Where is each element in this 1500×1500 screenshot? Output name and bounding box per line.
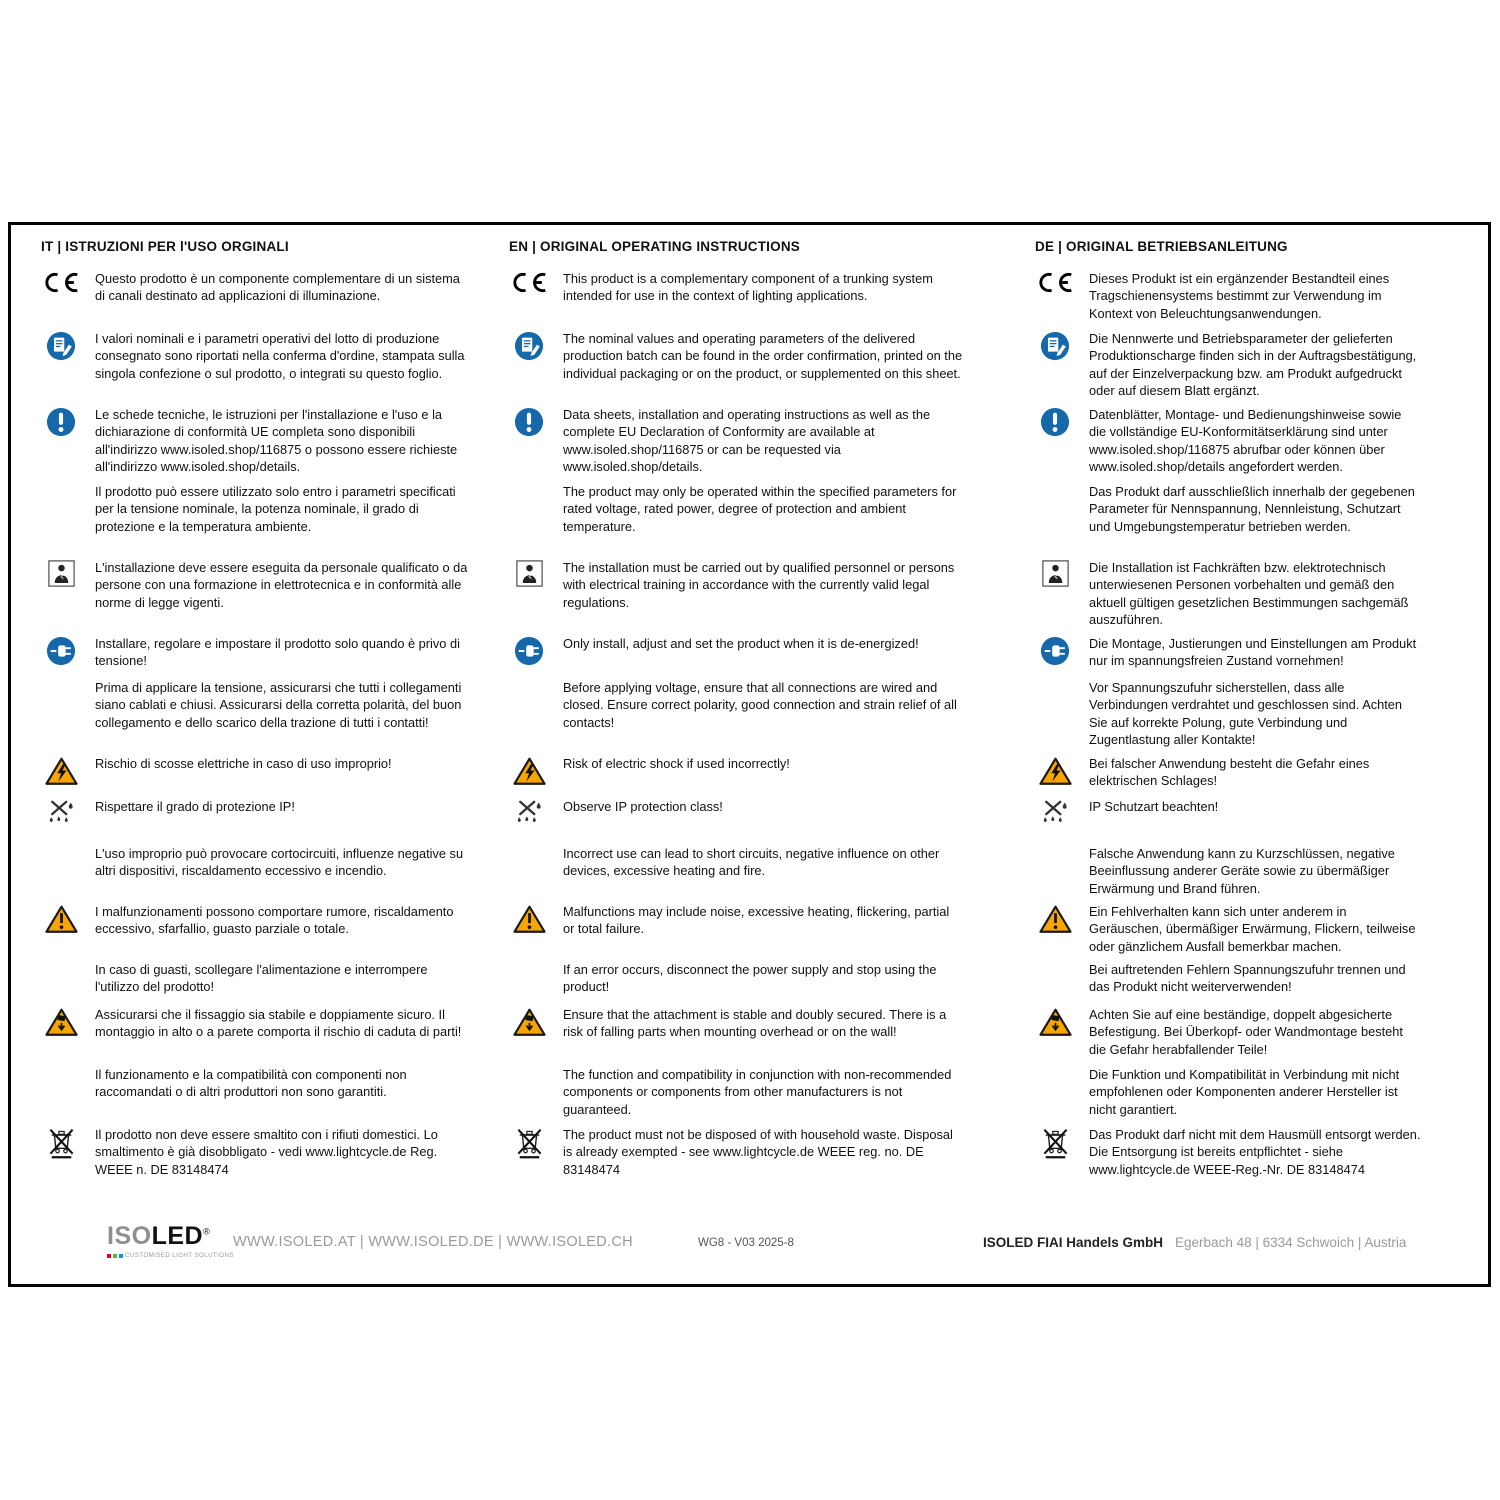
instruction-row [41, 1126, 485, 1193]
instruction-text: Prima di applicare la tensione, assicurarsi che tutti i collegamenti siano cablati e chiusi. Assicurarsi della corretta polarità, del buon collegamento e dello scarico della trazione di tutti i contatti! [95, 680, 462, 730]
instruction-row [509, 845, 1011, 903]
ip-protection-icon [41, 798, 81, 824]
icon-placeholder [41, 961, 81, 962]
company-info [983, 1235, 1406, 1250]
icon-placeholder [1035, 483, 1075, 484]
weee-disposal-icon [1035, 1126, 1075, 1159]
qualified-personnel-icon [41, 559, 81, 587]
qualified-personnel-icon [509, 559, 549, 587]
instruction-text: Die Montage, Justierungen und Einstellungen am Produkt nur im spannungsfreien Zustand vornehmen! [1089, 636, 1417, 669]
tagline-color-square-red [107, 1254, 111, 1258]
instruction-row [41, 483, 485, 559]
icon-placeholder [1035, 1066, 1075, 1067]
logo-led-text: LED [151, 1222, 204, 1250]
malfunction-warning-icon [1035, 903, 1075, 934]
instruction-row [1035, 903, 1440, 961]
instruction-row [1035, 798, 1440, 845]
instruction-text: Malfunctions may include noise, excessive heating, flickering, partial or total failure. [563, 904, 950, 937]
instruction-text: Ein Fehlverhalten kann sich unter anderem in Geräuschen, übermäßiger Erwärmung, Flickern, teilweise oder gänzlichem Ausfall bemerkbar machen. [1089, 904, 1416, 954]
icon-placeholder [1035, 845, 1075, 846]
instruction-text: Il funzionamento e la compatibilità con componenti non raccomandati o di altri produttori non sono garantiti. [95, 1067, 407, 1100]
icon-placeholder [509, 961, 549, 962]
icon-placeholder [41, 1066, 81, 1067]
instruction-row [1035, 635, 1440, 679]
weee-disposal-icon [509, 1126, 549, 1159]
icon-placeholder [41, 483, 81, 484]
instruction-text: Incorrect use can lead to short circuits, negative influence on other devices, excessive heating and fire. [563, 846, 940, 879]
ip-protection-icon [509, 798, 549, 824]
unplug-icon [1035, 635, 1075, 666]
electric-shock-warning-icon [1035, 755, 1075, 786]
icon-placeholder [509, 483, 549, 484]
instruction-row [509, 755, 1011, 798]
column-it [41, 239, 509, 1220]
instruction-text: Die Nennwerte und Betriebsparameter der gelieferten Produktionscharge finden sich in der Auftragsbestätigung, auf der Einzelverpackung bzw. am Produkt aufgedruckt oder auf diesem Blatt ergänzt. [1089, 331, 1417, 399]
instruction-row [41, 755, 485, 798]
production-batch-icon [1035, 330, 1075, 361]
instruction-row [509, 1126, 1011, 1193]
instruction-row [1035, 1126, 1440, 1193]
instruction-row [509, 1006, 1011, 1066]
production-batch-icon [41, 330, 81, 361]
instruction-text: Installare, regolare e impostare il prodotto solo quando è privo di tensione! [95, 636, 460, 669]
instruction-text: Observe IP protection class! [563, 799, 723, 814]
instruction-row [1035, 679, 1440, 755]
instruction-row [509, 483, 1011, 559]
ip-protection-icon [1035, 798, 1075, 824]
instruction-row [1035, 845, 1440, 903]
icon-placeholder [1035, 679, 1075, 680]
instruction-row [1035, 961, 1440, 1006]
malfunction-warning-icon [509, 903, 549, 934]
unplug-icon [509, 635, 549, 666]
instruction-text: Risk of electric shock if used incorrectly! [563, 756, 790, 771]
instruction-text: Rispettare il grado di protezione IP! [95, 799, 295, 814]
instruction-text: Ensure that the attachment is stable and doubly secured. There is a risk of falling parts when mounting overhead or on the wall! [563, 1007, 947, 1040]
instruction-text: IP Schutzart beachten! [1089, 799, 1219, 814]
ce-mark-icon [41, 270, 81, 294]
instruction-text: Falsche Anwendung kann zu Kurzschlüssen, negative Beeinflussung anderer Geräte sowie zu übermäßiger Erwärmung und Brand führen. [1089, 846, 1395, 896]
icon-placeholder [509, 1066, 549, 1067]
logo-iso-text: ISO [107, 1222, 152, 1250]
ce-mark-icon [1035, 270, 1075, 294]
instruction-row [41, 679, 485, 755]
footer-websites: WWW.ISOLED.AT | WWW.ISOLED.DE | WWW.ISOLED.CH [233, 1234, 633, 1250]
instruction-row [41, 270, 485, 330]
instruction-row [509, 798, 1011, 845]
unplug-icon [41, 635, 81, 666]
instruction-sheet-border-box [8, 222, 1491, 1287]
falling-parts-warning-icon [509, 1006, 549, 1037]
icon-placeholder [509, 845, 549, 846]
column-header-de: DE | ORIGINAL BETRIEBSANLEITUNG [1035, 239, 1288, 254]
instruction-text: L'uso improprio può provocare cortocircuiti, influenze negative su altri dispositivi, riscaldamento eccessivo e incendio. [95, 846, 464, 879]
instruction-row [1035, 755, 1440, 798]
instruction-text: Bei falscher Anwendung besteht die Gefahr eines elektrischen Schlages! [1089, 756, 1370, 789]
instruction-row [1035, 1006, 1440, 1066]
electric-shock-warning-icon [41, 755, 81, 786]
icon-placeholder [41, 845, 81, 846]
instruction-row [509, 270, 1011, 330]
instruction-text: The product may only be operated within the specified parameters for rated voltage, rated power, degree of protection and ambient temperature. [563, 484, 957, 534]
document-version-code: WG8 - V03 2025-8 [698, 1237, 794, 1249]
instruction-row [1035, 559, 1440, 635]
instruction-row [509, 330, 1011, 406]
instruction-text: Il prodotto può essere utilizzato solo entro i parametri specificati per la tensione nominale, la potenza nominale, il grado di protezione e la temperatura ambiente. [95, 484, 456, 534]
instruction-row [41, 845, 485, 903]
instruction-row [1035, 483, 1440, 559]
instruction-text: Achten Sie auf eine beständige, doppelt abgesicherte Befestigung. Bei Überkopf- oder Wandmontage besteht die Gefahr herabfallender Teile! [1089, 1007, 1403, 1057]
instruction-row [41, 961, 485, 1006]
instruction-row [509, 903, 1011, 961]
instruction-row [41, 903, 485, 961]
instruction-row [1035, 330, 1440, 406]
isoled-logo-wordmark [107, 1224, 237, 1249]
instruction-text: Before applying voltage, ensure that all connections are wired and closed. Ensure correct polarity, good connection and strain relief of all contacts! [563, 680, 957, 730]
instruction-text: I malfunzionamenti possono comportare rumore, riscaldamento eccessivo, sfarfallio, guasto parziale o totale. [95, 904, 454, 937]
instruction-text: Das Produkt darf nicht mit dem Hausmüll entsorgt werden. Die Entsorgung ist bereits entpflichtet - siehe www.lightcycle.de WEEE-Reg.-Nr. DE 83148474 [1089, 1127, 1421, 1177]
instruction-text: Datenblätter, Montage- und Bedienungshinweise sowie die vollständige EU-Konformitätserklärung sind unter www.isoled.shop/116875 abrufbar oder können über www.isoled.shop/details angefordert werden. [1089, 407, 1402, 475]
falling-parts-warning-icon [1035, 1006, 1075, 1037]
info-icon [41, 406, 81, 437]
instruction-text: Questo prodotto è un componente complementare di un sistema di canali destinato ad applicazioni di illuminazione. [95, 271, 460, 304]
instruction-row [1035, 1066, 1440, 1126]
icon-placeholder [41, 679, 81, 680]
column-header-it: IT | ISTRUZIONI PER l'USO ORGINALI [41, 239, 289, 254]
instruction-text: In caso di guasti, scollegare l'alimentazione e interrompere l'utilizzo del prodotto! [95, 962, 428, 995]
instruction-text: Data sheets, installation and operating instructions as well as the complete EU Declaration of Conformity are available at www.isoled.shop/116875 or can be requested via www.isoled.shop/details. [563, 407, 931, 475]
registered-trademark-symbol: ® [203, 1226, 211, 1237]
icon-placeholder [509, 679, 549, 680]
instruction-text: This product is a complementary component of a trunking system intended for use in the context of lighting applications. [563, 271, 933, 304]
instruction-row [41, 1006, 485, 1066]
instruction-text: If an error occurs, disconnect the power supply and stop using the product! [563, 962, 937, 995]
sheet-footer [41, 1220, 1464, 1276]
qualified-personnel-icon [1035, 559, 1075, 587]
instruction-text: The product must not be disposed of with household waste. Disposal is already exempted - see www.lightcycle.de WEEE reg. no. DE 83148474 [563, 1127, 953, 1177]
company-address: Egerbach 48 | 6334 Schwoich | Austria [1175, 1235, 1407, 1250]
instruction-text: Only install, adjust and set the product when it is de-energized! [563, 636, 919, 651]
instruction-text: Il prodotto non deve essere smaltito con i rifiuti domestici. Lo smaltimento è già disobbligato - vedi www.lightcycle.de Reg. WEEE n. DE 83148474 [95, 1127, 438, 1177]
column-en [509, 239, 1035, 1220]
instruction-text: Dieses Produkt ist ein ergänzender Bestandteil eines Tragschienensystems bestimmt zur Verwendung im Kontext von Beleuchtungsanwendungen. [1089, 271, 1390, 321]
instruction-columns [41, 239, 1464, 1220]
tagline-text: CUSTOMISED LIGHT SOLUTIONS [125, 1252, 234, 1259]
ce-mark-icon [509, 270, 549, 294]
info-icon [509, 406, 549, 437]
production-batch-icon [509, 330, 549, 361]
column-de [1035, 239, 1464, 1220]
instruction-text: Le schede tecniche, le istruzioni per l'installazione e l'uso e la dichiarazione di conformità UE completa sono disponibili all'indirizzo www.isoled.shop/116875 o possono essere richieste all'indirizzo www.isoled.shop/details. [95, 407, 458, 475]
instruction-text: The nominal values and operating parameters of the delivered production batch can be found in the order confirmation, printed on the individual packaging or on the product, or supplemented on this sheet. [563, 331, 963, 381]
instruction-row [41, 798, 485, 845]
instruction-text: The function and compatibility in conjunction with non-recommended components or components from other manufacturers is not guaranteed. [563, 1067, 952, 1117]
instruction-text: Das Produkt darf ausschließlich innerhalb der gegebenen Parameter für Nennspannung, Nennleistung, Schutzart und Umgebungstemperatur betrieben werden. [1089, 484, 1415, 534]
column-header-en: EN | ORIGINAL OPERATING INSTRUCTIONS [509, 239, 800, 254]
instruction-text: The installation must be carried out by qualified personnel or persons with electrical training in accordance with the currently valid legal regulations. [563, 560, 955, 610]
instruction-row [509, 559, 1011, 635]
instruction-row [41, 635, 485, 679]
instruction-row [509, 961, 1011, 1006]
malfunction-warning-icon [41, 903, 81, 934]
instruction-row [41, 1066, 485, 1126]
instruction-row [509, 635, 1011, 679]
electric-shock-warning-icon [509, 755, 549, 786]
instruction-text: Die Installation ist Fachkräften bzw. elektrotechnisch unterwiesenen Personen vorbehalten und gemäß den aktuell gültigen gesetzlichen Bestimmungen sachgemäß auszuführen. [1089, 560, 1409, 628]
instruction-row [1035, 270, 1440, 330]
instruction-text: Bei auftretenden Fehlern Spannungszufuhr trennen und das Produkt nicht weiterverwenden! [1089, 962, 1406, 995]
tagline-color-square-green [113, 1254, 117, 1258]
info-icon [1035, 406, 1075, 437]
instruction-text: Die Funktion und Kompatibilität in Verbindung mit nicht empfohlenen oder Komponenten anderer Hersteller ist nicht garantiert. [1089, 1067, 1400, 1117]
instruction-text: Assicurarsi che il fissaggio sia stabile e doppiamente sicuro. Il montaggio in alto o a parete comporta il rischio di caduta di parti! [95, 1007, 462, 1040]
instruction-row [1035, 406, 1440, 483]
instruction-text: Rischio di scosse elettriche in caso di uso improprio! [95, 756, 392, 771]
instruction-row [41, 330, 485, 406]
instruction-row [509, 1066, 1011, 1126]
falling-parts-warning-icon [41, 1006, 81, 1037]
company-name: ISOLED FIAI Handels GmbH [983, 1235, 1164, 1250]
instruction-text: I valori nominali e i parametri operativi del lotto di produzione consegnato sono riportati nella conferma d'ordine, stampata sulla singola confezione o sul prodotto, o integrati su questo foglio. [95, 331, 465, 381]
instruction-text: L'installazione deve essere eseguita da personale qualificato o da persone con una formazione in elettrotecnica e in conformità alle norme di legge vigenti. [95, 560, 468, 610]
logo-tagline [107, 1252, 237, 1259]
icon-placeholder [1035, 961, 1075, 962]
isoled-logo [107, 1224, 237, 1259]
instruction-row [509, 679, 1011, 755]
instruction-text: Vor Spannungszufuhr sicherstellen, dass alle Verbindungen verdrahtet und geschlossen sind. Achten Sie auf korrekte Polung, gute Verbindung und Zugentlastung aller Kontakte! [1089, 680, 1403, 748]
weee-disposal-icon [41, 1126, 81, 1159]
instruction-row [41, 406, 485, 483]
tagline-color-square-blue [119, 1254, 123, 1258]
instruction-row [41, 559, 485, 635]
instruction-row [509, 406, 1011, 483]
